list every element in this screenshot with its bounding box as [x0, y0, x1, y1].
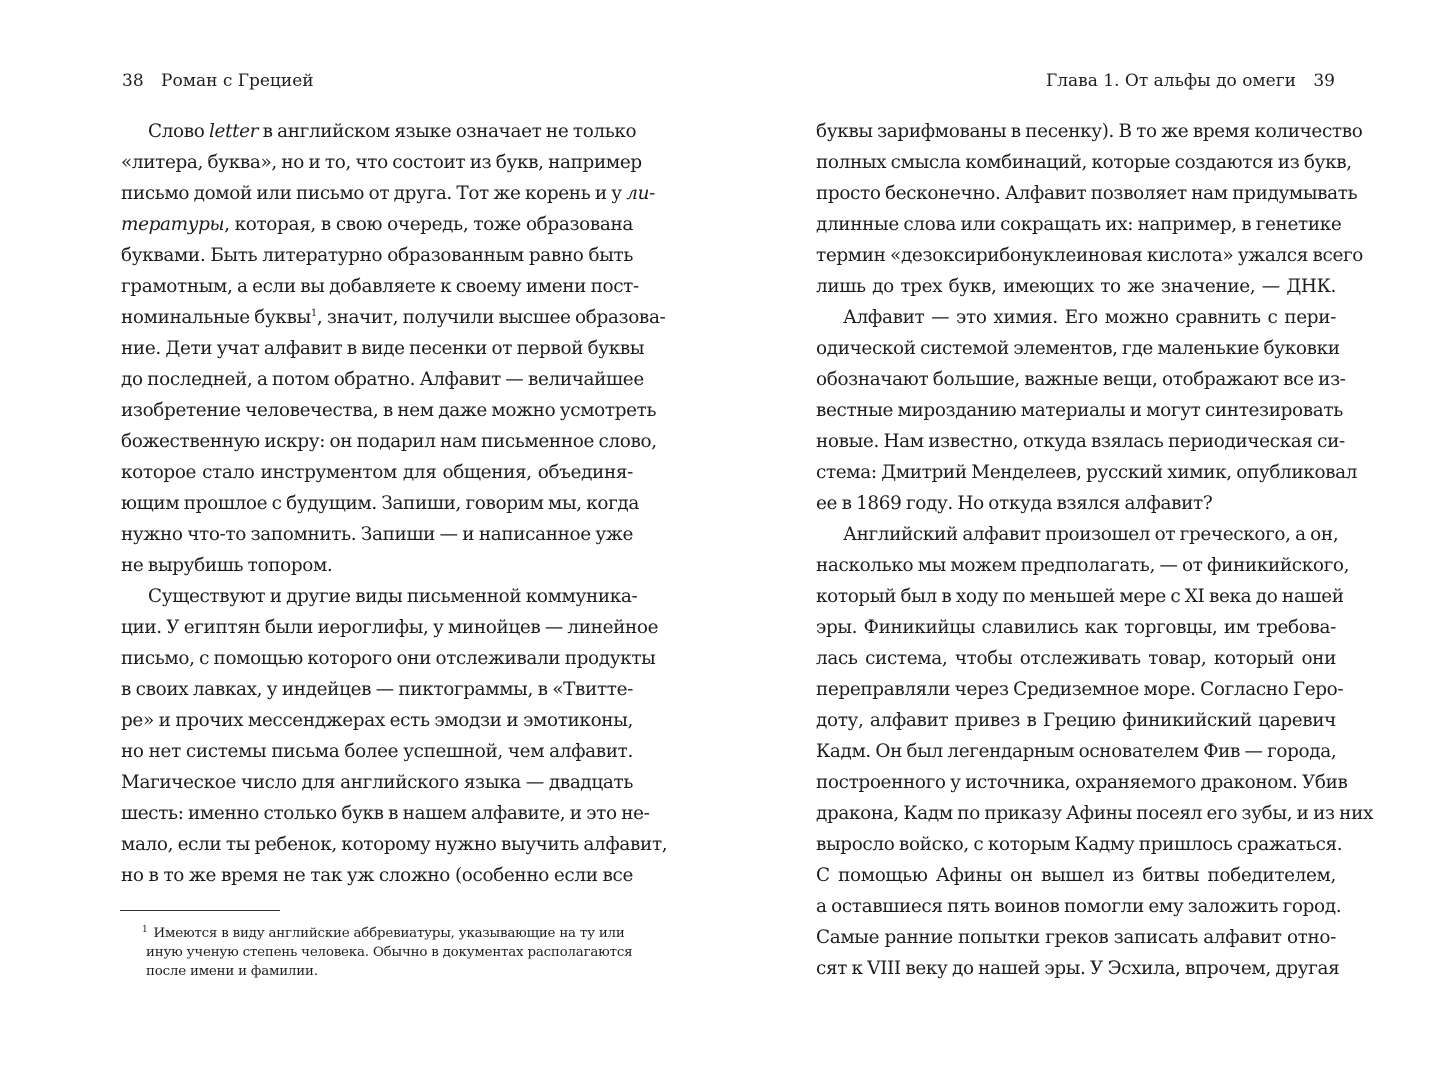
footnote-marker: 1	[142, 925, 148, 935]
text-line: полных смысла комбинаций, которые создаются из букв,	[816, 152, 1352, 173]
text-line: до последней, а потом обратно. Алфавит — величайшее	[121, 369, 644, 390]
footnote-line: после имени и фамилии.	[146, 964, 318, 979]
text-line: С помощью Афины он вышел из битвы победителем,	[816, 865, 1336, 886]
text-line: ющим прошлое с будущим. Запиши, говорим мы, когда	[121, 493, 640, 514]
left-page	[0, 0, 725, 1080]
page-number: 38	[122, 71, 144, 91]
book-title: Роман с Грецией	[161, 71, 314, 91]
text-line: доту, алфавит привез в Грецию финикийский царевич	[816, 710, 1336, 731]
text-line: ее в 1869 году. Но откуда взялся алфавит?	[816, 493, 1213, 514]
footnote-line: иную ученую степень человека. Обычно в документах располагаются	[146, 945, 633, 960]
text-line: выросло войско, с которым Кадму пришлось сражаться.	[816, 834, 1343, 855]
chapter-title: Глава 1. От альфы до омеги	[1045, 71, 1296, 91]
text-line: ние. Дети учат алфавит в виде песенки от первой буквы	[121, 338, 645, 359]
text-line: Слово letter в английском языке означает не только	[148, 121, 637, 142]
text-line: буквы зарифмованы в песенку). В то же время количество	[816, 121, 1363, 142]
text-line: лишь до трех букв, имеющих то же значение, — ДНК.	[816, 276, 1336, 297]
text-line: нужно что-то запомнить. Запиши — и написанное уже	[121, 524, 633, 545]
footnote	[142, 924, 636, 981]
text-line: номинальные буквы$^1$, значит, получили высшее образова-	[121, 307, 666, 328]
text-line: грамотным, а если вы добавляете к своему имени пост-	[121, 276, 639, 297]
text-line: дракона, Кадм по приказу Афины посеял его зубы, и из них	[816, 803, 1374, 824]
text-line: Алфавит — это химия. Его можно сравнить с пери-	[843, 307, 1336, 328]
text-line: Английский алфавит произошел от греческого, а он,	[843, 524, 1339, 545]
text-line: в своих лавках, у индейцев — пиктограммы, в «Твитте-	[121, 679, 633, 700]
text-line: эры. Финикийцы славились как торговцы, им требова-	[816, 617, 1336, 638]
text-line: буквами. Быть литературно образованным равно быть	[121, 245, 633, 266]
text-line: «литера, буква», но и то, что состоит из букв, например	[121, 152, 642, 173]
right-body-text	[816, 116, 1374, 984]
page-number: 39	[1313, 71, 1335, 91]
text-line: мало, если ты ребенок, которому нужно выучить алфавит,	[121, 834, 668, 855]
text-line: письмо домой или письмо от друга. Тот же корень и у ли-	[121, 183, 655, 204]
text-line: но в то же время не так уж сложно (особенно если все	[121, 865, 633, 886]
text-line: насколько мы можем предполагать, — от финикийского,	[816, 555, 1350, 576]
text-line: лась система, чтобы отслеживать товар, который они	[816, 648, 1336, 669]
text-line: а оставшиеся пять воинов помогли ему заложить город.	[816, 896, 1342, 917]
left-body-text	[121, 116, 668, 891]
text-line: стема: Дмитрий Менделеев, русский химик, опубликовал	[816, 462, 1358, 483]
text-line: Самые ранние попытки греков записать алфавит отно-	[816, 927, 1336, 948]
text-line: Магическое число для английского языка — двадцать	[121, 772, 633, 793]
text-line: которое стало инструментом для общения, объединя-	[121, 462, 633, 483]
footnote-divider	[120, 910, 280, 911]
text-line: божественную искру: он подарил нам письменное слово,	[121, 431, 657, 452]
text-line: термин «дезоксирибонуклеиновая кислота» ужался всего	[816, 245, 1363, 266]
text-line: просто бесконечно. Алфавит позволяет нам придумывать	[816, 183, 1358, 204]
footnote-line: $^1$ Имеются в виду английские аббревиатуры, указывающие на ту или	[142, 925, 625, 941]
text-line: письмо, с помощью которого они отслеживали продукты	[121, 648, 656, 669]
text-line: длинные слова или сокращать их: например, в генетике	[816, 214, 1342, 235]
text-line: шесть: именно столько букв в нашем алфавите, и это не-	[121, 803, 650, 824]
right-running-head	[1046, 69, 1335, 93]
right-page	[726, 0, 1451, 1080]
text-line: который был в ходу по меньшей мере с XI века до нашей	[816, 586, 1344, 607]
text-line: Кадм. Он был легендарным основателем Фив — города,	[816, 741, 1337, 762]
text-line: ции. У египтян были иероглифы, у минойцев — линейное	[121, 617, 659, 638]
text-line: обозначают большие, важные вещи, отображают все из-	[816, 369, 1346, 390]
text-line: новые. Нам известно, откуда взялась периодическая си-	[816, 431, 1345, 452]
left-running-head	[122, 69, 314, 93]
text-line: переправляли через Средиземное море. Согласно Геро-	[816, 679, 1344, 700]
text-line: вестные мирозданию материалы и могут синтезировать	[816, 400, 1343, 421]
text-line: но нет системы письма более успешной, чем алфавит.	[121, 741, 633, 762]
text-line: Существуют и другие виды письменной коммуника-	[148, 586, 638, 607]
text-line: изобретение человечества, в нем даже можно усмотреть	[121, 400, 657, 421]
text-line: ре» и прочих мессенджерах есть эмодзи и эмотиконы,	[121, 710, 633, 731]
text-line: не вырубишь топором.	[121, 555, 333, 576]
text-line: тературы, которая, в свою очередь, тоже образована	[121, 214, 633, 235]
text-line: построенного у источника, охраняемого драконом. Убив	[816, 772, 1348, 793]
text-line: сят к VIII веку до нашей эры. У Эсхила, впрочем, другая	[816, 958, 1340, 979]
text-line: одической системой элементов, где маленькие буковки	[816, 338, 1340, 359]
